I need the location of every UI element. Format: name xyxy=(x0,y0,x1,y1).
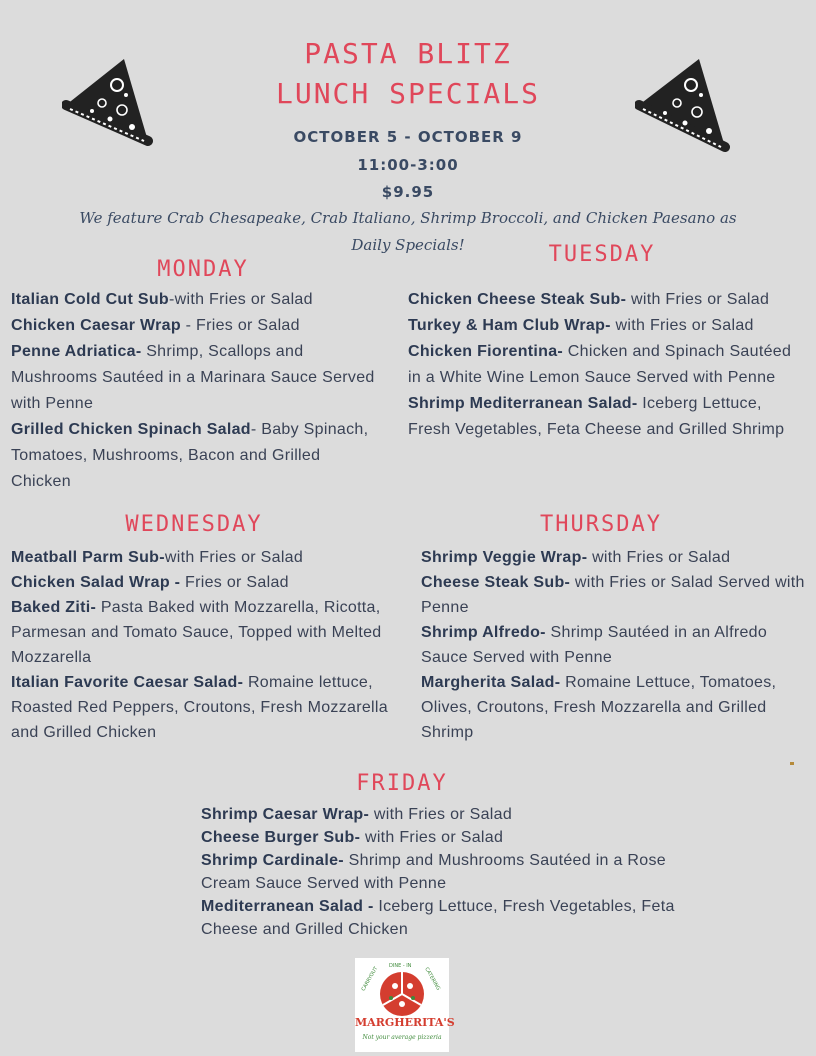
menu-item-desc: Fries or Salad xyxy=(180,574,289,591)
feature-note-line1: We feature Crab Chesapeake, Crab Italiano, Shrimp Broccoli, and Chicken Paesano as xyxy=(79,209,737,227)
menu-item xyxy=(201,895,676,941)
menu-item-name: Shrimp Alfredo- xyxy=(421,624,546,641)
menu-item-name: Italian Cold Cut Sub xyxy=(11,291,169,308)
menu-item-name: Penne Adriatica- xyxy=(11,343,142,360)
menu-item-desc: Chicken and Spinach Sautéed in a White Wine Lemon Sauce Served with Penne xyxy=(408,343,792,386)
menu-item-desc: -with Fries or Salad xyxy=(169,291,313,308)
monday-heading: MONDAY xyxy=(157,257,249,282)
logo-pizza-icon xyxy=(355,958,449,1018)
wednesday-menu xyxy=(11,545,413,745)
menu-item xyxy=(421,570,806,620)
menu-item xyxy=(201,849,676,895)
menu-item-desc: Shrimp Sautéed in an Alfredo Sauce Served with Penne xyxy=(421,624,768,666)
menu-item xyxy=(201,826,676,849)
menu-item xyxy=(408,287,808,313)
menu-item-name: Chicken Salad Wrap - xyxy=(11,574,181,591)
menu-item-desc: Romaine Lettuce, Tomatoes, Olives, Croutons, Fresh Mozzarella and Grilled Shrimp xyxy=(421,674,777,741)
menu-item-name: Grilled Chicken Spinach Salad xyxy=(11,421,251,438)
menu-item xyxy=(11,595,413,670)
menu-item xyxy=(408,339,808,391)
menu-item xyxy=(11,570,413,595)
menu-item-desc: Shrimp, Scallops and Mushrooms Sautéed in a Marinara Sauce Served with Penne xyxy=(11,343,375,412)
menu-item-name: Shrimp Mediterranean Salad- xyxy=(408,395,638,412)
menu-item-desc: with Fries or Salad xyxy=(587,549,731,566)
menu-item-desc: - Fries or Salad xyxy=(180,317,300,334)
hours: 11:00-3:00 xyxy=(357,156,459,174)
menu-item-name: Shrimp Veggie Wrap- xyxy=(421,549,588,566)
menu-item-desc: Iceberg Lettuce, Fresh Vegetables, Feta Cheese and Grilled Chicken xyxy=(201,898,675,938)
logo-arc-left: CARRYOUT xyxy=(360,965,380,993)
menu-item-name: Meatball Parm Sub- xyxy=(11,549,165,566)
feature-note-line2: Daily Specials! xyxy=(351,236,465,254)
page-title-line1: PASTA BLITZ xyxy=(304,37,512,70)
menu-item-desc: Romaine lettuce, Roasted Red Peppers, Croutons, Fresh Mozzarella and Grilled Chicken xyxy=(11,674,388,741)
tuesday-menu xyxy=(408,287,808,443)
menu-item-name: Mediterranean Salad - xyxy=(201,898,374,915)
menu-item-name: Baked Ziti- xyxy=(11,599,97,616)
menu-item xyxy=(11,287,381,313)
menu-item-name: Turkey & Ham Club Wrap- xyxy=(408,317,611,334)
menu-item-name: Chicken Caesar Wrap xyxy=(11,317,181,334)
thursday-menu xyxy=(421,545,806,745)
menu-item-desc: with Fries or Salad xyxy=(360,829,504,846)
tuesday-heading: TUESDAY xyxy=(548,242,656,267)
logo-arc-right: CATERING xyxy=(423,966,442,992)
menu-item xyxy=(421,545,806,570)
menu-item-name: Shrimp Caesar Wrap- xyxy=(201,806,370,823)
menu-item xyxy=(421,620,806,670)
menu-item-name: Italian Favorite Caesar Salad- xyxy=(11,674,244,691)
menu-item-desc: - Baby Spinach, Tomatoes, Mushrooms, Bacon and Grilled Chicken xyxy=(11,421,369,490)
thursday-heading: THURSDAY xyxy=(540,512,662,537)
menu-item-desc: with Fries or Salad Served with Penne xyxy=(421,574,805,616)
menu-item-desc: Shrimp and Mushrooms Sautéed in a Rose Cream Sauce Served with Penne xyxy=(201,852,666,892)
menu-item xyxy=(408,391,808,443)
date-range: OCTOBER 5 - OCTOBER 9 xyxy=(293,128,523,146)
friday-menu xyxy=(201,803,676,941)
menu-item-name: Cheese Steak Sub- xyxy=(421,574,571,591)
margheritas-logo xyxy=(355,958,455,1052)
menu-item xyxy=(11,313,381,339)
menu-item xyxy=(11,670,413,745)
menu-item xyxy=(11,339,381,417)
menu-item-name: Chicken Cheese Steak Sub- xyxy=(408,291,627,308)
page-title-line2: LUNCH SPECIALS xyxy=(275,77,540,110)
menu-item xyxy=(11,417,381,495)
wednesday-heading: WEDNESDAY xyxy=(125,512,263,537)
menu-item-desc: Pasta Baked with Mozzarella, Ricotta, Parmesan and Tomato Sauce, Topped with Melted Mozzarella xyxy=(11,599,382,666)
decorative-speck xyxy=(790,762,794,765)
menu-item-name: Chicken Fiorentina- xyxy=(408,343,564,360)
friday-heading: FRIDAY xyxy=(356,771,448,796)
menu-item xyxy=(408,313,808,339)
menu-item-desc: with Fries or Salad xyxy=(164,549,304,566)
price: $9.95 xyxy=(381,183,435,201)
menu-item-desc: with Fries or Salad xyxy=(610,317,754,334)
menu-item xyxy=(421,670,806,745)
menu-item-name: Margherita Salad- xyxy=(421,674,561,691)
logo-arc-top: DINE - IN xyxy=(389,963,412,969)
monday-menu xyxy=(11,287,381,495)
menu-item-desc: Iceberg Lettuce, Fresh Vegetables, Feta Cheese and Grilled Shrimp xyxy=(408,395,785,438)
menu-item xyxy=(11,545,413,570)
menu-item-name: Shrimp Cardinale- xyxy=(201,852,344,869)
logo-tagline: Not your average pizzeria xyxy=(362,1034,442,1041)
logo-name: MARGHERITA'S xyxy=(355,1016,455,1029)
menu-item xyxy=(201,803,676,826)
menu-item-name: Cheese Burger Sub- xyxy=(201,829,361,846)
menu-item-desc: with Fries or Salad xyxy=(369,806,513,823)
menu-item-desc: with Fries or Salad xyxy=(626,291,770,308)
